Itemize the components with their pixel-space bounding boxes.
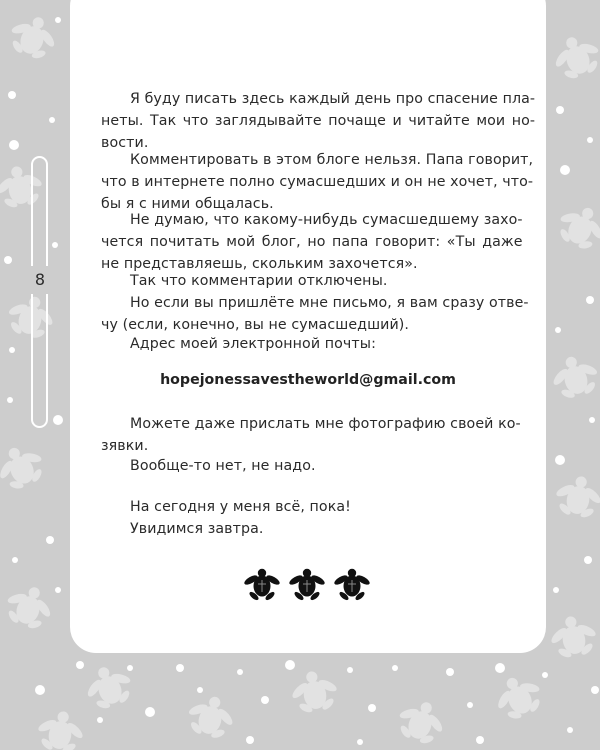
email-address: hopejonessavestheworld@gmail.com [160, 372, 456, 388]
text-line: Я буду писать здесь каждый день про спасение пла- [130, 91, 536, 107]
pattern-turtle-icon [547, 29, 600, 85]
pattern-dot [567, 727, 573, 733]
pattern-dot [368, 704, 376, 712]
text-line: Адрес моей электронной почты: [130, 336, 376, 352]
pattern-turtle-icon [550, 198, 600, 257]
pattern-dot [584, 556, 592, 564]
text-line: Вообще-то нет, не надо. [130, 458, 316, 474]
paragraph [101, 413, 521, 457]
pattern-dot [542, 672, 548, 678]
pattern-dot [246, 736, 254, 744]
pattern-dot [446, 668, 454, 676]
pattern-dot [127, 665, 133, 671]
pattern-dot [556, 106, 564, 114]
pattern-dot [4, 256, 12, 264]
pattern-dot [49, 117, 55, 123]
pattern-dot [76, 661, 84, 669]
text-line: чу (если, конечно, вы не сумасшедший). [101, 317, 410, 333]
text-line: чется почитать мой блог, но папа говорит: «Ты даже [101, 234, 523, 250]
pattern-dot [9, 140, 19, 150]
pattern-turtle-icon [551, 472, 600, 522]
pattern-dot [560, 165, 570, 175]
pattern-dot [476, 736, 484, 744]
pattern-dot [591, 686, 599, 694]
pattern-dot [52, 242, 58, 248]
pattern-dot [55, 17, 61, 23]
pattern-turtle-icon [391, 694, 451, 750]
pattern-dot [467, 702, 473, 708]
pattern-turtle-icon [33, 707, 88, 750]
paragraph [101, 88, 535, 154]
pattern-dot [9, 347, 15, 353]
pattern-dot [555, 327, 561, 333]
pattern-dot [589, 417, 595, 423]
pattern-dot [145, 707, 155, 717]
sea-turtle-icon [288, 569, 326, 602]
pattern-dot [53, 415, 63, 425]
pattern-dot [357, 739, 363, 745]
text-line: зявки. [101, 438, 149, 454]
text-line: Увидимся завтра. [130, 521, 264, 537]
sea-turtle-icon [333, 569, 370, 602]
pattern-turtle-icon [488, 668, 550, 727]
turtle-divider [244, 566, 370, 602]
paragraph [101, 149, 533, 215]
pattern-dot [8, 91, 16, 99]
pattern-dot [495, 663, 505, 673]
pattern-turtle-icon [182, 691, 240, 744]
pattern-turtle-icon [546, 612, 600, 662]
paragraph [101, 518, 263, 540]
text-line: вости. [101, 135, 149, 151]
pattern-dot [347, 667, 353, 673]
text-line: Комментировать в этом блоге нельзя. Папа говорит, [130, 152, 534, 168]
pattern-turtle-icon [287, 667, 342, 717]
text-line: не представляешь, скольким захочется». [101, 256, 418, 272]
paragraph [101, 209, 523, 275]
pattern-dot [392, 665, 398, 671]
pattern-dot [46, 536, 54, 544]
pattern-dot [555, 455, 565, 465]
text-line: неты. Так что заглядывайте почаще и читайте мои но- [101, 113, 536, 129]
paragraph [101, 333, 376, 355]
pattern-dot [7, 397, 13, 403]
pattern-dot [237, 669, 243, 675]
paragraph [101, 270, 387, 292]
pattern-turtle-icon [3, 9, 63, 65]
paragraph [101, 455, 316, 477]
pattern-dot [35, 685, 45, 695]
pattern-dot [261, 696, 269, 704]
text-line: что в интернете полно сумасшедших и он не хочет, что- [101, 174, 534, 190]
pattern-dot [587, 137, 593, 143]
pattern-dot [12, 557, 18, 563]
paragraph [101, 292, 529, 336]
pattern-dot [55, 587, 61, 593]
pattern-dot [176, 664, 184, 672]
pattern-turtle-icon [546, 351, 600, 404]
pattern-turtle-icon [0, 579, 59, 635]
pattern-dot [586, 296, 594, 304]
text-line: бы я с ними общалась. [101, 196, 274, 212]
pattern-dot [553, 587, 559, 593]
sea-turtle-icon [244, 569, 281, 602]
paragraph [101, 496, 351, 518]
pattern-dot [197, 687, 203, 693]
text-line: На сегодня у меня всё, пока! [130, 499, 351, 515]
page-number: 8 [26, 266, 54, 294]
pattern-dot [285, 660, 295, 670]
text-line: Можете даже прислать мне фотографию своей ко- [130, 416, 521, 432]
pattern-dot [97, 717, 103, 723]
text-line: Так что комментарии отключены. [130, 273, 388, 289]
text-line: Не думаю, что какому-нибудь сумасшедшему захо- [130, 212, 523, 228]
text-line: Но если вы пришлёте мне письмо, я вам сразу отве- [130, 295, 529, 311]
pattern-turtle-icon [0, 438, 52, 497]
